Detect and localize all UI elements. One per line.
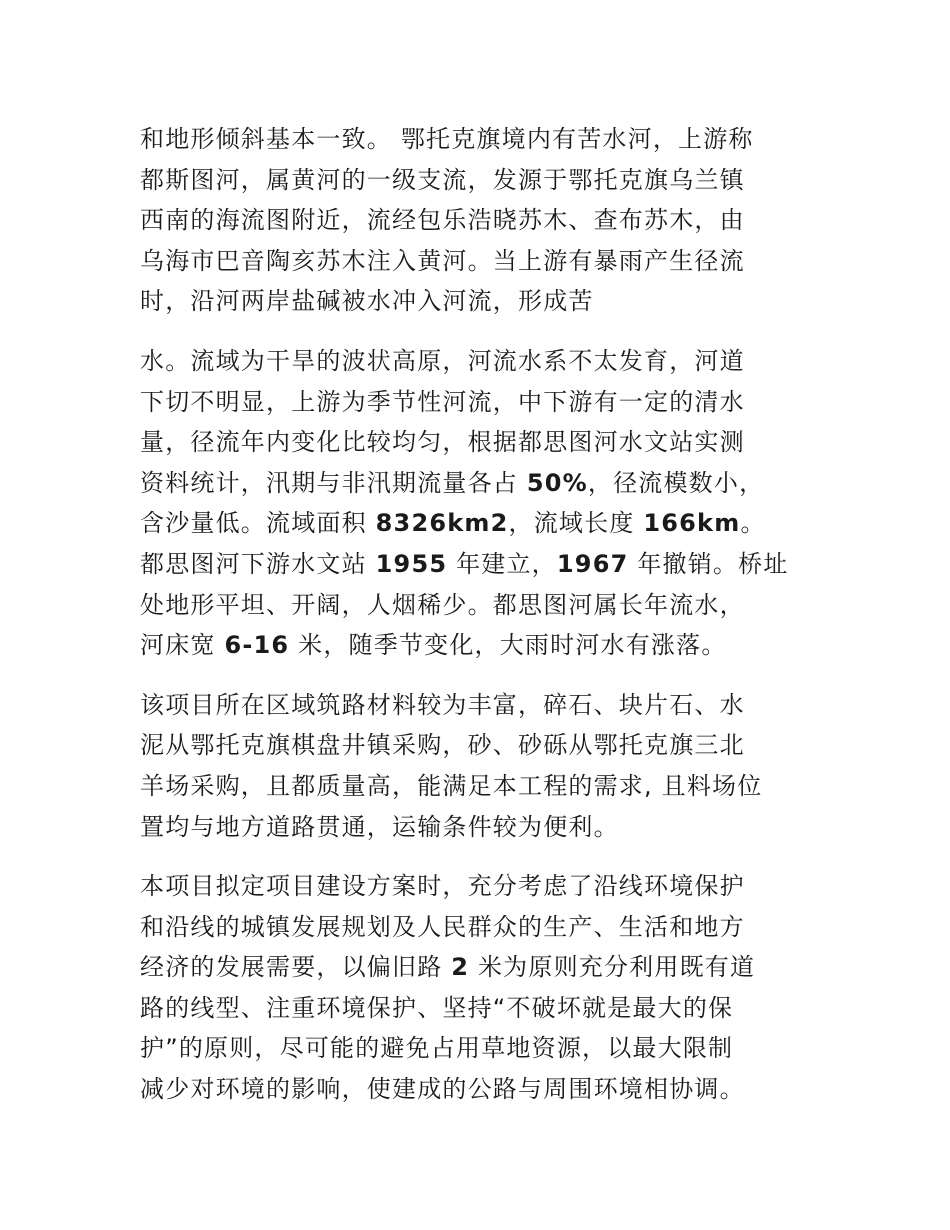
text-segment: 。: [740, 509, 766, 538]
text-line: 西南的海流图附近，流经包乐浩晓苏木、查布苏木，由: [140, 206, 745, 235]
paragraph-environment: [140, 866, 820, 1110]
text-line: 羊场采购，且都质量高，能满足本工程的需求, 且料场位: [140, 771, 763, 800]
text-segment: ，流域长度: [508, 509, 644, 538]
text-line: 乌海市巴音陶亥苏木注入黄河。当上游有暴雨产生径流: [140, 246, 745, 275]
riverbed-width-value: 6-16: [224, 631, 290, 660]
text-line: 都斯图河，属黄河的一级支流，发源于鄂托克旗乌兰镇: [140, 165, 745, 194]
text-segment: 资料统计，汛期与非汛期流量各占: [140, 468, 527, 497]
text-segment: 年撤销。桥址: [628, 549, 789, 578]
text-line: 本项目拟定项目建设方案时，充分考虑了沿线环境保护: [140, 872, 745, 901]
text-segment: 年建立，: [447, 549, 557, 578]
text-line: 减少对环境的影响，使建成的公路与周围环境相协调。: [140, 1075, 745, 1104]
paragraph-materials: [140, 685, 820, 847]
text-line: 置均与地方道路贯通，运输条件较为便利。: [140, 812, 619, 841]
text-segment: 米，随季节变化，大雨时河水有涨落。: [289, 631, 727, 660]
text-segment: 经济的发展需要，以偏旧路: [140, 953, 452, 982]
text-line: 该项目所在区域筑路材料较为丰富，碎石、块片石、水: [140, 690, 745, 719]
text-line: 护”的原则，尽可能的避免占用草地资源，以最大限制: [140, 1034, 734, 1063]
text-line: [140, 947, 820, 988]
text-line: [140, 625, 820, 666]
text-segment: 都思图河下游水文站: [140, 549, 376, 578]
basin-area-value: 8326km2: [375, 509, 509, 538]
text-line: 泥从鄂托克旗棋盘井镇采购，砂、砂砾从鄂托克旗三北: [140, 731, 745, 760]
text-line: 量，径流年内变化比较均匀，根据都思图河水文站实测: [140, 428, 745, 457]
text-segment: ，径流模数小，: [587, 468, 765, 497]
text-line: 和地形倾斜基本一致。 鄂托克旗境内有苦水河，上游称: [140, 125, 754, 153]
text-line: 水。流域为干旱的波状高原，河流水系不太发育，河道: [140, 346, 745, 375]
document-page: [140, 119, 820, 1110]
paragraph-basin-hydrology: [140, 341, 820, 666]
text-segment: 含沙量低。流域面积: [140, 509, 376, 538]
text-line: 时，沿河两岸盐碱被水冲入河流，形成苦: [140, 287, 594, 316]
text-line: [140, 503, 820, 544]
road-offset-value: 2: [451, 953, 470, 982]
text-segment: 米为原则充分利用既有道: [469, 953, 756, 982]
basin-length-value: 166km: [643, 509, 741, 538]
paragraph-river-description: [140, 119, 820, 322]
text-line: [140, 544, 820, 585]
flow-share-value: 50%: [526, 468, 588, 497]
text-line: [140, 463, 820, 504]
year-established-value: 1955: [375, 549, 448, 578]
text-line: 处地形平坦、开阔，人烟稀少。都思图河属长年流水，: [140, 590, 745, 619]
text-line: 下切不明显，上游为季节性河流，中下游有一定的清水: [140, 387, 745, 416]
year-abolished-value: 1967: [556, 549, 629, 578]
text-segment: 河床宽: [140, 631, 225, 660]
text-line: 和沿线的城镇发展规划及人民群众的生产、生活和地方: [140, 912, 745, 941]
text-line: 路的线型、注重环境保护、坚持“不破坏就是最大的保: [140, 993, 734, 1022]
